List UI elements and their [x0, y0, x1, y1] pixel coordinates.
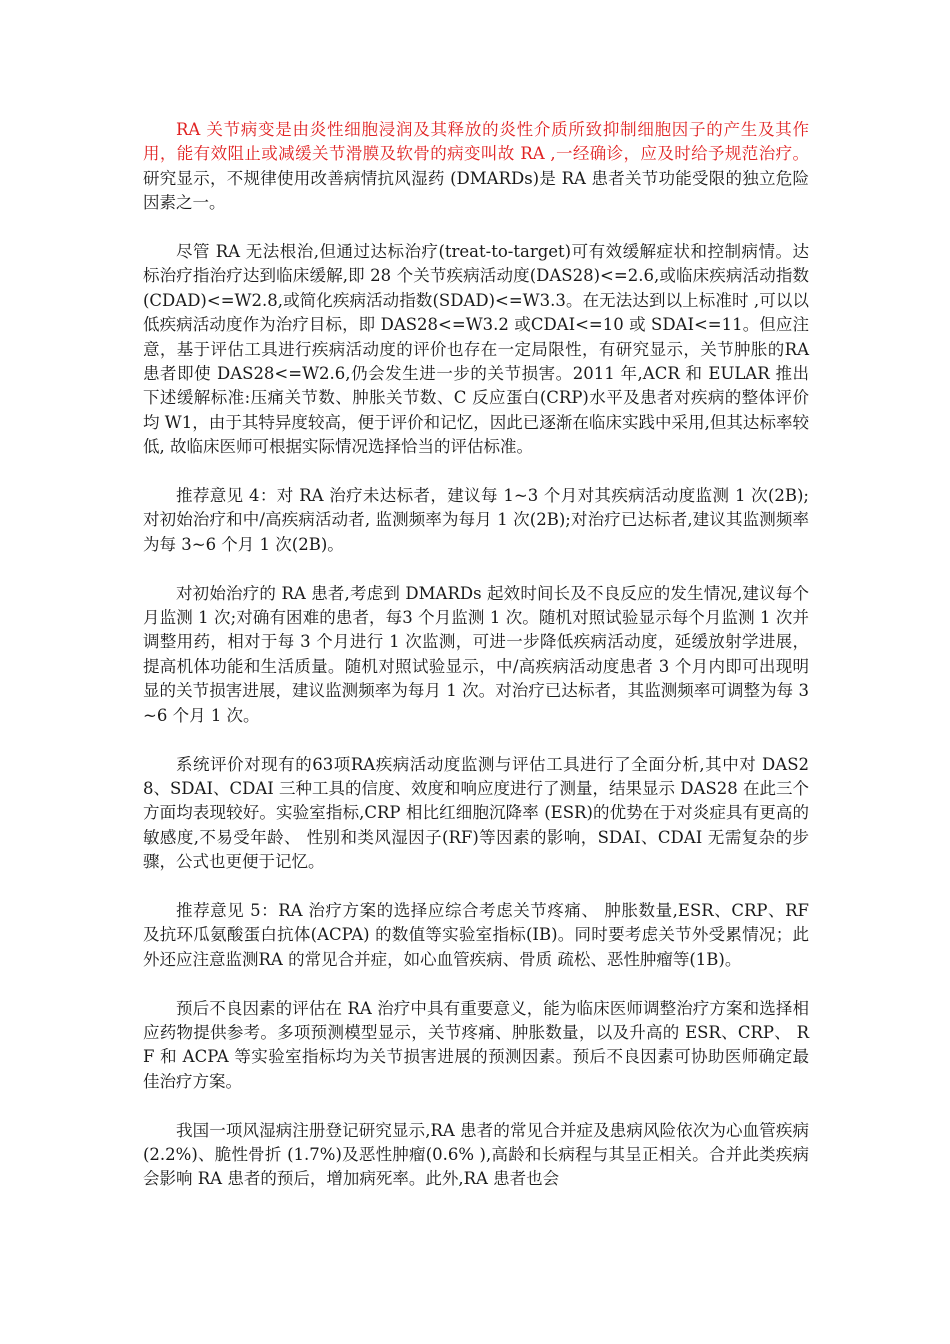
- paragraph-1: [143, 118, 809, 216]
- paragraph-2: 尽管 RA 无法根治,但通过达标治疗(treat-to-target)可有效缓解症状和控制病情。达标治疗指治疗达到临床缓解,即 28 个关节疾病活动度(DAS28)<=2.6,或临床疾病活动指数(CDAD)<=W2.8,或简化疾病活动指数(SDAD)<=W3.3。在无法达到以上标准时 ,可以以低疾病活动度作为治疗目标，即 DAS28<=W3.2 或CDAI<=10 或 SDAI<=11。但应注意，基于评估工具进行疾病活动度的评价也存在一定局限性，有研究显示，关节肿胀的RA 患者即使 DAS28<=W2.6,仍会发生进一步的关节损害。2011 年,ACR 和 EULAR 推出下述缓解标准:压痛关节数、肿胀关节数、C 反应蛋白(CRP)水平及患者对疾病的整体评价均 W1，由于其特异度较高，便于评价和记忆，因此已逐渐在临床实践中采用,但其达标率较低, 故临床医师可根据实际情况选择恰当的评估标准。: [143, 242, 809, 457]
- paragraph-5: 系统评价对现有的63项RA疾病活动度监测与评估工具进行了全面分析,其中对 DAS28、SDAI、CDAI 三种工具的信度、效度和响应度进行了测量，结果显示 DAS28 在此三个方面均表现较好。实验室指标,CRP 相比红细胞沉降率 (ESR)的优势在于对炎症具有更高的敏感度,不易受年龄、 性别和类风湿因子(RF)等因素的影响，SDAI、CDAI 无需复杂的步骤，公式也更便于记忆。: [143, 754, 809, 872]
- document-body: [143, 118, 809, 1216]
- paragraph-6: 推荐意见 5：RA 治疗方案的选择应综合考虑关节疼痛、 肿胀数量,ESR、CRP、RF 及抗环瓜氨酸蛋白抗体(ACPA) 的数值等实验室指标(IB)。同时要考虑关节外受累情况；此外还应注意监测RA 的常见合并症，如心血管疾病、骨质 疏松、恶性肿瘤等(1B)。: [143, 900, 809, 969]
- paragraph-text: 研究显示，不规律使用改善病情抗风湿药 (DMARDs)是 RA 患者关节功能受限的独立危险因素之一。: [143, 168, 809, 213]
- paragraph-3: 推荐意见 4：对 RA 治疗未达标者，建议每 1~3 个月对其疾病活动度监测 1 次(2B);对初始治疗和中/高疾病活动者, 监测频率为每月 1 次(2B);对治疗已达标者,建议其监测频率为每 3~6 个月 1 次(2B)。: [143, 486, 809, 554]
- highlighted-text: RA 关节病变是由炎性细胞浸润及其释放的炎性介质所致抑制细胞因子的产生及其作用，能有效阻止或减缓关节滑膜及软骨的病变叫故 RA ,一经确诊，应及时给予规范治疗。: [143, 120, 809, 164]
- paragraph-8: 我国一项风湿病注册登记研究显示,RA 患者的常见合并症及患病风险依次为心血管疾病(2.2%)、脆性骨折 (1.7%)及恶性肿瘤(0.6% ),高龄和长病程与其呈正相关。合并此类疾病会影响 RA 患者的预后，增加病死率。此外,RA 患者也会: [143, 1120, 809, 1189]
- paragraph-7: 预后不良因素的评估在 RA 治疗中具有重要意义，能为临床医师调整治疗方案和选择相应药物提供参考。多项预测模型显示，关节疼痛、肿胀数量，以及升高的 ESR、CRP、 RF 和 ACPA 等实验室指标均为关节损害进展的预测因素。预后不良因素可协助医师确定最佳治疗方案。: [143, 998, 809, 1091]
- paragraph-4: 对初始治疗的 RA 患者,考虑到 DMARDs 起效时间长及不良反应的发生情况,建议每个月监测 1 次;对确有困难的患者，每3 个月监测 1 次。随机对照试验显示每个月监测 1 次并调整用药，相对于每 3 个月进行 1 次监测，可进一步降低疾病活动度，延缓放射学进展，提高机体功能和生活质量。随机对照试验显示，中/高疾病活动度患者 3 个月内即可出现明显的关节损害进展，建议监测频率为每月 1 次。对治疗已达标者，其监测频率可调整为每 3~6 个月 1 次。: [143, 583, 809, 725]
